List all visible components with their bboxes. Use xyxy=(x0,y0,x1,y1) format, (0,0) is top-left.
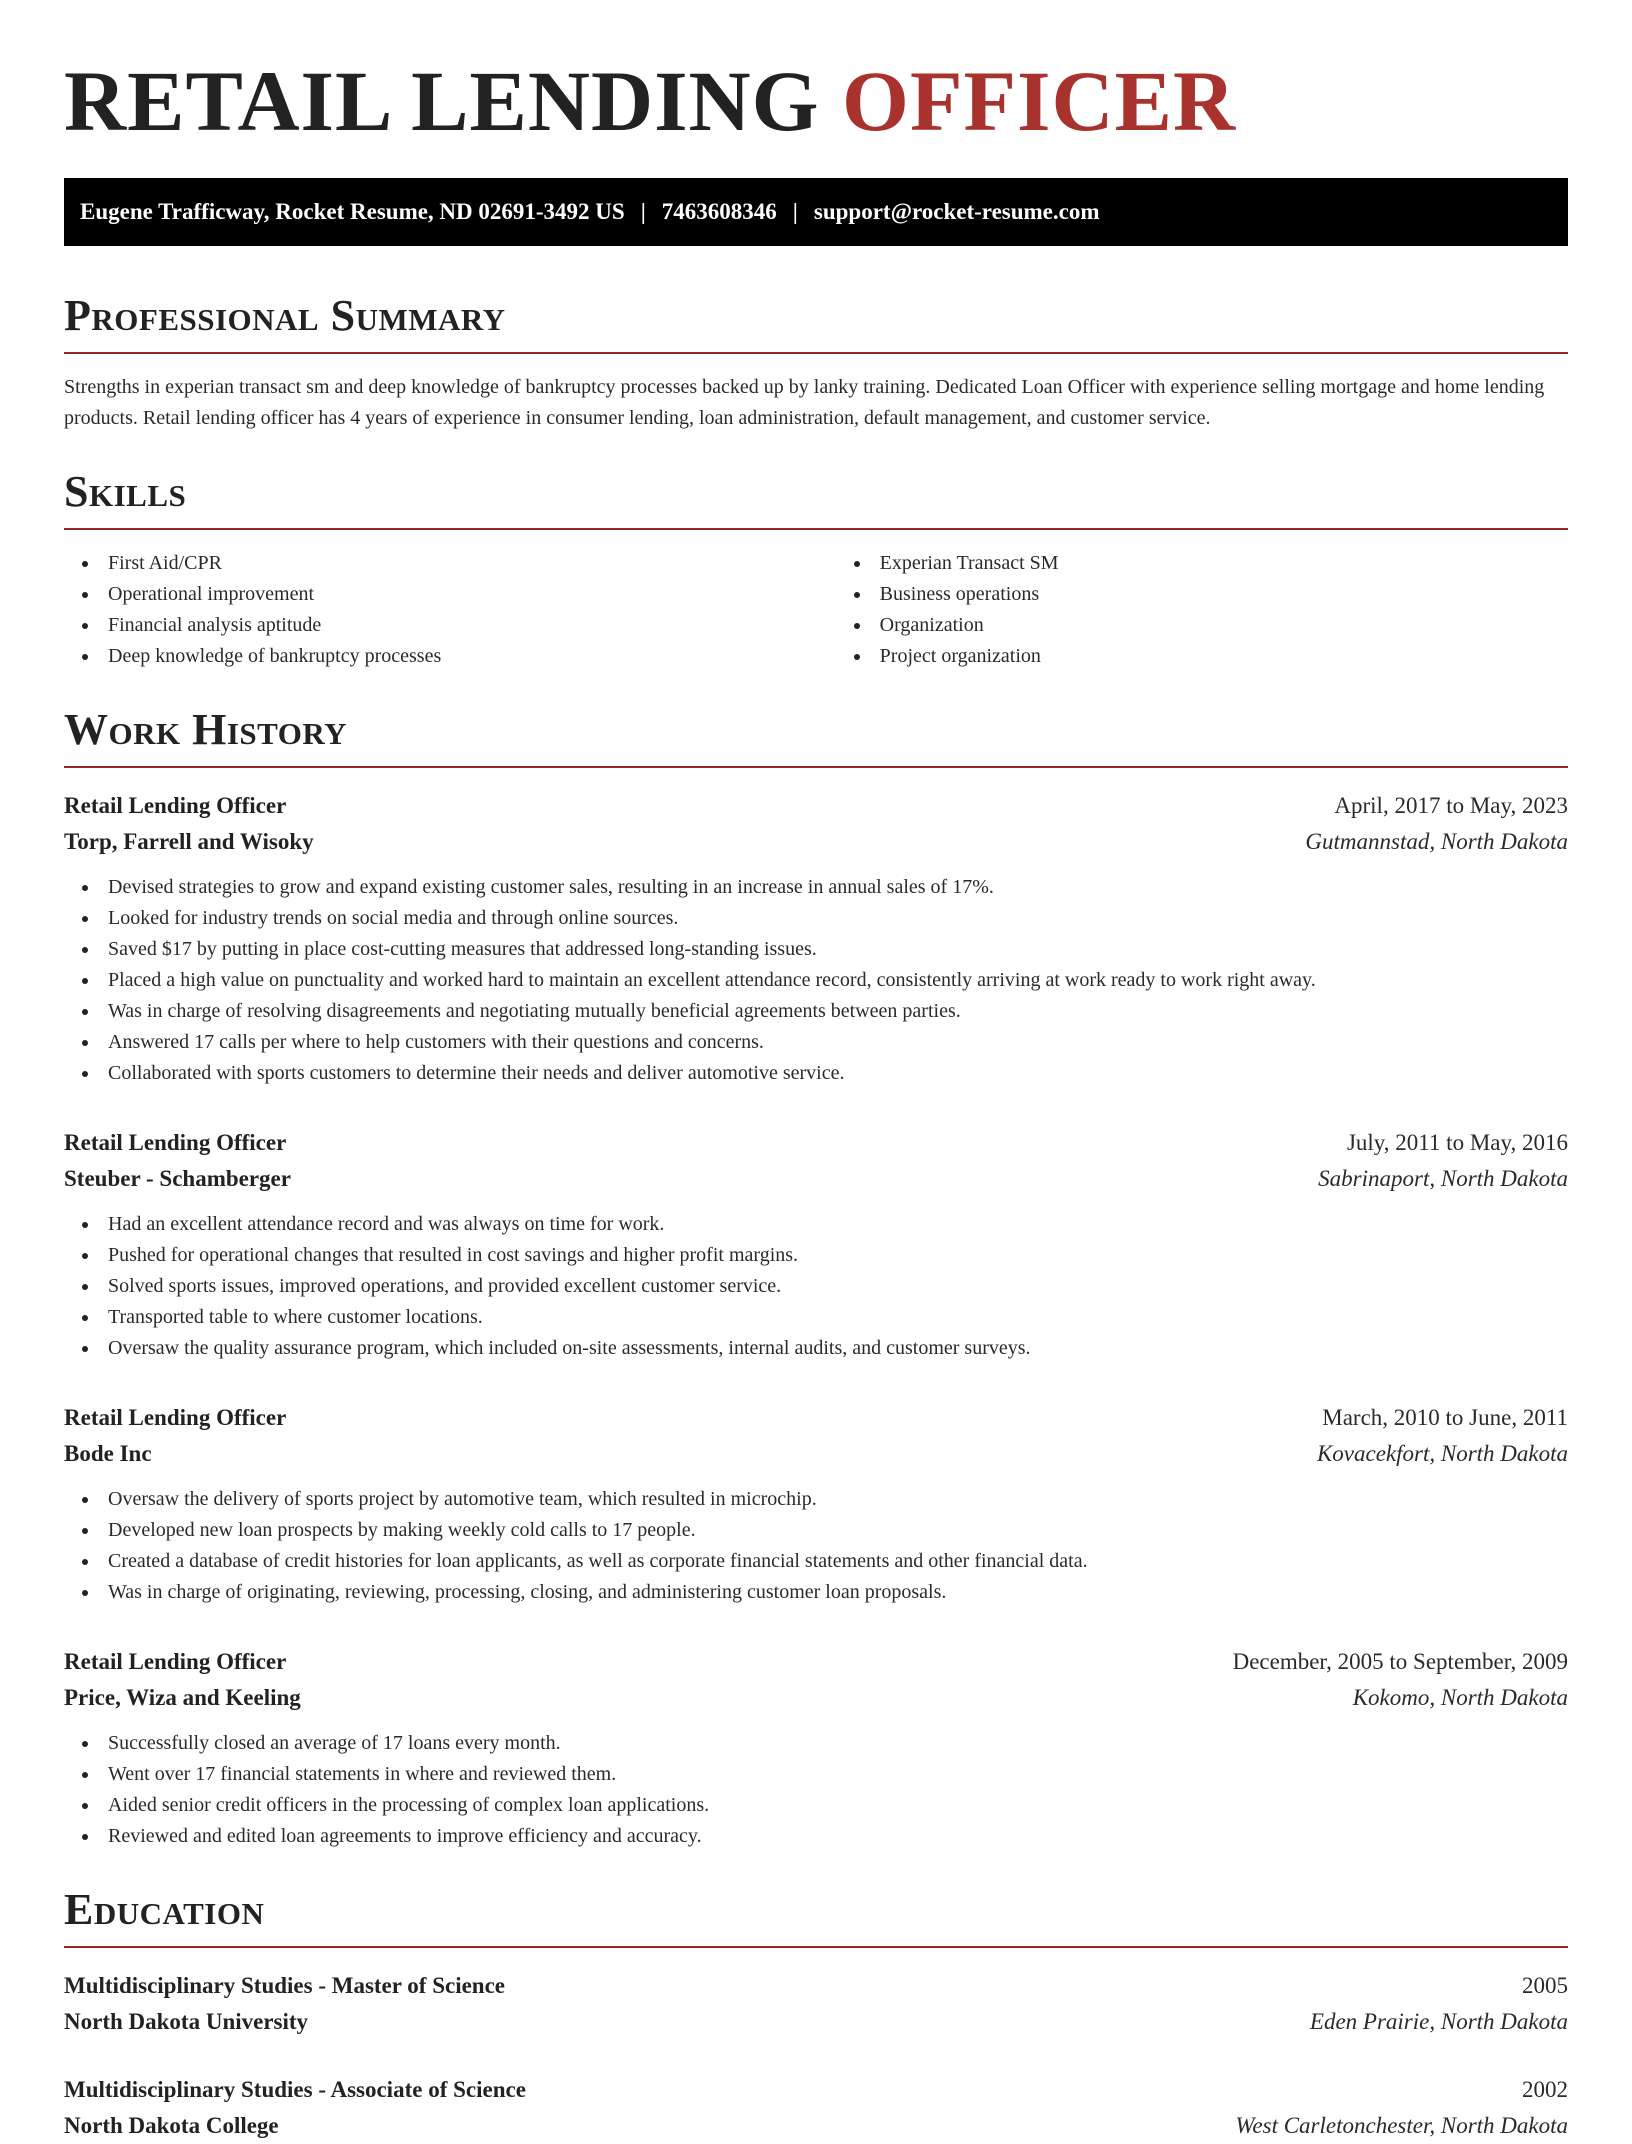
job-title: Retail Lending Officer xyxy=(64,1405,287,1430)
contact-phone: 7463608346 xyxy=(661,199,777,224)
job-bullets xyxy=(64,872,1568,1089)
page-title xyxy=(64,53,1568,149)
job-company: Bode Inc xyxy=(64,1441,152,1466)
skill-item: Experian Transact SM xyxy=(880,548,1568,579)
education-entry xyxy=(64,1968,1568,2040)
job-location: Gutmannstad, North Dakota xyxy=(1305,829,1568,854)
job-bullet: Collaborated with sports customers to determine their needs and deliver automotive service. xyxy=(108,1058,1568,1089)
job-bullet: Aided senior credit officers in the processing of complex loan applications. xyxy=(108,1790,1568,1821)
skill-item: First Aid/CPR xyxy=(108,548,836,579)
contact-separator: | xyxy=(640,199,646,224)
summary-text: Strengths in experian transact sm and deep knowledge of bankruptcy processes backed up by lanky training. Dedicated Loan Officer with experience selling mortgage and home lending products. Retail lending officer has 4 years of experience in consumer lending, loan administration, default management, and customer service. xyxy=(64,376,1545,429)
job-title: Retail Lending Officer xyxy=(64,1130,287,1155)
job-bullet: Devised strategies to grow and expand existing customer sales, resulting in an increase in annual sales of 17%. xyxy=(108,872,1568,903)
job-bullets xyxy=(64,1728,1568,1852)
job-entry xyxy=(64,788,1568,1089)
contact-address: Eugene Trafficway, Rocket Resume, ND 02691-3492 US xyxy=(80,199,625,224)
summary-heading: Professional Summary xyxy=(64,294,1568,354)
contact-separator: | xyxy=(792,199,798,224)
job-bullet: Oversaw the delivery of sports project by automotive team, which resulted in microchip. xyxy=(108,1484,1568,1515)
skill-item: Organization xyxy=(880,610,1568,641)
skill-item: Project organization xyxy=(880,641,1568,672)
contact-bar xyxy=(64,178,1568,246)
job-company: Price, Wiza and Keeling xyxy=(64,1685,301,1710)
title-main: RETAIL LENDING xyxy=(64,53,843,149)
edu-location: West Carletonchester, North Dakota xyxy=(1235,2113,1568,2138)
education-entry xyxy=(64,2072,1568,2144)
skill-item: Deep knowledge of bankruptcy processes xyxy=(108,641,836,672)
edu-location: Eden Prairie, North Dakota xyxy=(1309,2009,1568,2034)
job-location: Sabrinaport, North Dakota xyxy=(1318,1166,1568,1191)
skills-list xyxy=(64,548,1568,672)
job-bullet: Created a database of credit histories for loan applicants, as well as corporate financial statements and other financial data. xyxy=(108,1546,1568,1577)
job-company: Steuber - Schamberger xyxy=(64,1166,291,1191)
job-location: Kovacekfort, North Dakota xyxy=(1316,1441,1568,1466)
title-accent: OFFICER xyxy=(842,53,1237,149)
skill-item: Financial analysis aptitude xyxy=(108,610,836,641)
job-dates: March, 2010 to June, 2011 xyxy=(1322,1405,1568,1430)
edu-year: 2005 xyxy=(1522,1973,1568,1998)
skills-column-left xyxy=(64,548,836,672)
skill-item: Operational improvement xyxy=(108,579,836,610)
edu-school: North Dakota College xyxy=(64,2113,279,2138)
skills-heading: Skills xyxy=(64,470,1568,530)
edu-degree: Multidisciplinary Studies - Master of Science xyxy=(64,1973,506,1998)
job-entry xyxy=(64,1125,1568,1364)
education-heading: Education xyxy=(64,1888,1568,1948)
contact-email: support@rocket-resume.com xyxy=(813,199,1100,224)
job-bullets xyxy=(64,1484,1568,1608)
job-bullets xyxy=(64,1209,1568,1364)
job-bullet: Had an excellent attendance record and was always on time for work. xyxy=(108,1209,1568,1240)
job-title: Retail Lending Officer xyxy=(64,793,287,818)
edu-degree: Multidisciplinary Studies - Associate of Science xyxy=(64,2077,526,2102)
job-bullet: Answered 17 calls per where to help customers with their questions and concerns. xyxy=(108,1027,1568,1058)
skills-column-right xyxy=(836,548,1568,672)
job-entry xyxy=(64,1644,1568,1852)
job-bullet: Reviewed and edited loan agreements to improve efficiency and accuracy. xyxy=(108,1821,1568,1852)
job-location: Kokomo, North Dakota xyxy=(1352,1685,1568,1710)
job-dates: December, 2005 to September, 2009 xyxy=(1232,1649,1568,1674)
edu-school: North Dakota University xyxy=(64,2009,309,2034)
edu-year: 2002 xyxy=(1522,2077,1568,2102)
job-bullet: Developed new loan prospects by making weekly cold calls to 17 people. xyxy=(108,1515,1568,1546)
job-dates: July, 2011 to May, 2016 xyxy=(1346,1130,1568,1155)
job-bullet: Successfully closed an average of 17 loans every month. xyxy=(108,1728,1568,1759)
job-bullet: Looked for industry trends on social media and through online sources. xyxy=(108,903,1568,934)
job-bullet: Placed a high value on punctuality and worked hard to maintain an excellent attendance record, consistently arriving at work ready to work right away. xyxy=(108,965,1568,996)
job-entry xyxy=(64,1400,1568,1608)
job-bullet: Was in charge of originating, reviewing, processing, closing, and administering customer loan proposals. xyxy=(108,1577,1568,1608)
job-bullet: Went over 17 financial statements in where and reviewed them. xyxy=(108,1759,1568,1790)
job-bullet: Solved sports issues, improved operations, and provided excellent customer service. xyxy=(108,1271,1568,1302)
job-company: Torp, Farrell and Wisoky xyxy=(64,829,314,854)
job-dates: April, 2017 to May, 2023 xyxy=(1334,793,1568,818)
job-bullet: Saved $17 by putting in place cost-cutting measures that addressed long-standing issues. xyxy=(108,934,1568,965)
job-title: Retail Lending Officer xyxy=(64,1649,287,1674)
job-bullet: Was in charge of resolving disagreements and negotiating mutually beneficial agreements between parties. xyxy=(108,996,1568,1027)
job-bullet: Oversaw the quality assurance program, which included on-site assessments, internal audits, and customer surveys. xyxy=(108,1333,1568,1364)
work-history-heading: Work History xyxy=(64,708,1568,768)
job-bullet: Pushed for operational changes that resulted in cost savings and higher profit margins. xyxy=(108,1240,1568,1271)
skill-item: Business operations xyxy=(880,579,1568,610)
job-bullet: Transported table to where customer locations. xyxy=(108,1302,1568,1333)
